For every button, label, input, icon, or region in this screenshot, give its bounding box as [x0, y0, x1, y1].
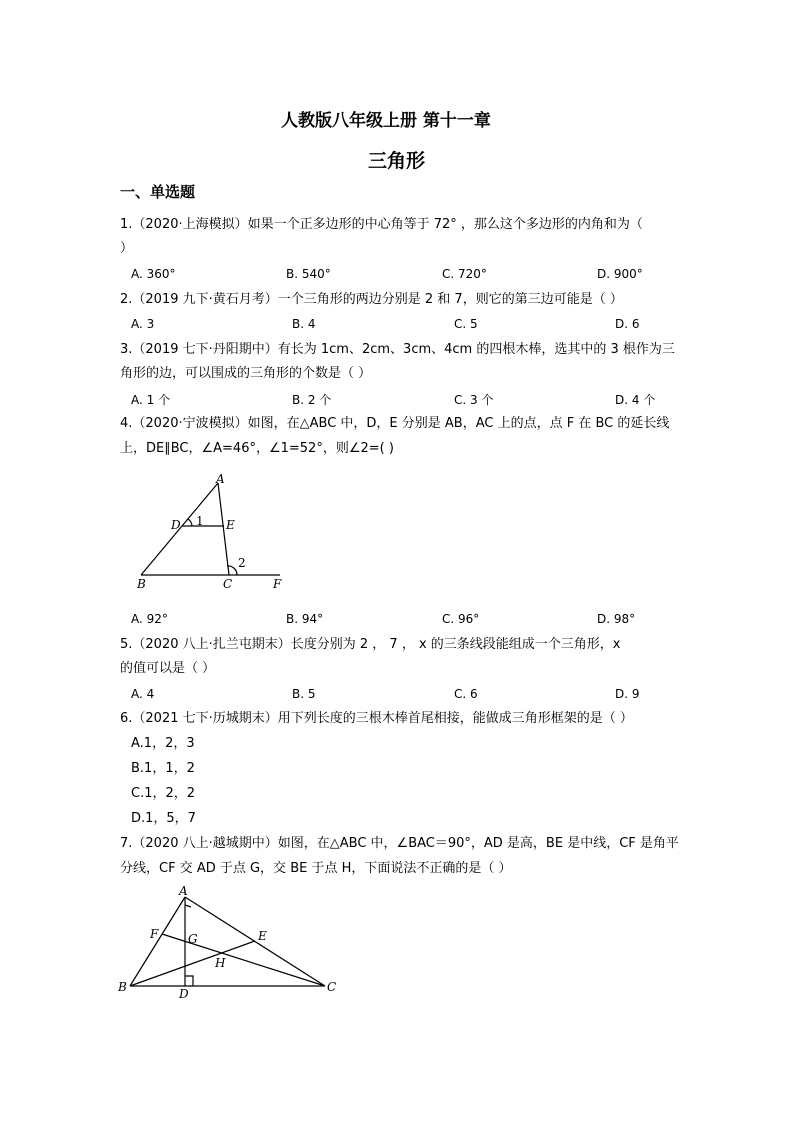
label-c: C [327, 980, 337, 994]
segment-ab [130, 897, 185, 986]
option-b: B. 4 [292, 317, 316, 331]
segment-cf [162, 934, 325, 986]
question-text-line: 4.（2020·宁波模拟）如图，在△ABC 中，D，E 分别是 AB，AC 上的点，点 F 在 BC 的延长线 [120, 416, 670, 431]
angle-1-arc [188, 519, 192, 526]
question-text-line: 3.（2019 七下·丹阳期中）有长为 1cm、2cm、3cm、4cm 的四根木棒，选其中的 3 根作为三 [120, 342, 675, 357]
label-d: D [179, 987, 189, 1001]
option-b: B.1，1，2 [131, 761, 195, 776]
question-text-line: 分线，CF 交 AD 于点 G，交 BE 于点 H，下面说法不正确的是（ ） [120, 861, 512, 876]
question-text-line: 角形的边，可以围成的三角形的个数是（ ） [120, 366, 372, 381]
right-angle-mark-d [185, 976, 193, 986]
label-d: D [171, 518, 181, 532]
question-text-line: 1.（2020·上海模拟）如果一个正多边形的中心角等于 72° ，那么这个多边形的内角和为（ [120, 217, 643, 232]
option-a: A. 360° [131, 267, 176, 281]
option-a: A. 1 个 [131, 393, 171, 407]
option-d: D. 6 [615, 317, 640, 331]
option-a: A. 92° [131, 612, 168, 626]
label-e: E [226, 518, 235, 532]
label-f: F [273, 577, 282, 591]
option-a: A. 4 [131, 687, 155, 701]
label-1: 1 [196, 514, 204, 528]
question-text-line: 2.（2019 九下·黄石月考）一个三角形的两边分别是 2 和 7，则它的第三边可能是（ ） [120, 292, 623, 307]
question-text-line: ） [120, 241, 134, 256]
label-2: 2 [238, 556, 246, 570]
label-e: E [258, 929, 267, 943]
section-heading: 一、单选题 [120, 183, 196, 201]
option-c: C. 96° [442, 612, 480, 626]
option-b: B. 5 [292, 687, 316, 701]
option-d: D. 98° [597, 612, 636, 626]
option-c: C. 5 [454, 317, 478, 331]
option-a: A. 3 [131, 317, 155, 331]
label-g: G [188, 932, 198, 946]
option-b: B. 540° [286, 267, 331, 281]
option-b: B. 94° [286, 612, 324, 626]
label-a: A [179, 884, 188, 898]
triangle-figure-2 [115, 880, 345, 1002]
label-f: F [150, 927, 159, 941]
option-a: A.1，2，3 [131, 736, 195, 751]
option-c: C. 3 个 [454, 393, 494, 407]
label-b: B [118, 980, 127, 994]
question-text-line: 6.（2021 七下·历城期末）用下列长度的三根木棒首尾相接，能做成三角形框架的是（ ） [120, 711, 633, 726]
triangle-figure-1 [125, 468, 300, 598]
option-c: C. 6 [454, 687, 478, 701]
option-c: C.1，2，2 [131, 786, 196, 801]
label-b: B [137, 577, 146, 591]
question-text-line: 5.（2020 八上·扎兰屯期末）长度分别为 2 ， 7 ， x 的三条线段能组成一个三角形，x [120, 637, 621, 652]
option-b: B. 2 个 [292, 393, 332, 407]
question-text-line: 上，DE∥BC，∠A=46°，∠1=52°，则∠2=( ) [120, 441, 394, 456]
option-d: D. 4 个 [615, 393, 656, 407]
option-d: D. 9 [615, 687, 640, 701]
label-a: A [216, 472, 225, 486]
question-text-line: 的值可以是（ ） [120, 661, 216, 676]
label-h: H [215, 956, 226, 970]
option-d: D. 900° [597, 267, 643, 281]
page-subtitle: 三角形 [368, 150, 426, 172]
right-angle-mark-a [185, 905, 191, 907]
page-title: 人教版八年级上册 第十一章 [281, 111, 491, 131]
label-c: C [223, 577, 233, 591]
option-d: D.1，5，7 [131, 811, 196, 826]
question-text-line: 7.（2020 八上·越城期中）如图，在△ABC 中，∠BAC＝90°，AD 是高，BE 是中线，CF 是角平 [120, 836, 679, 851]
option-c: C. 720° [442, 267, 487, 281]
